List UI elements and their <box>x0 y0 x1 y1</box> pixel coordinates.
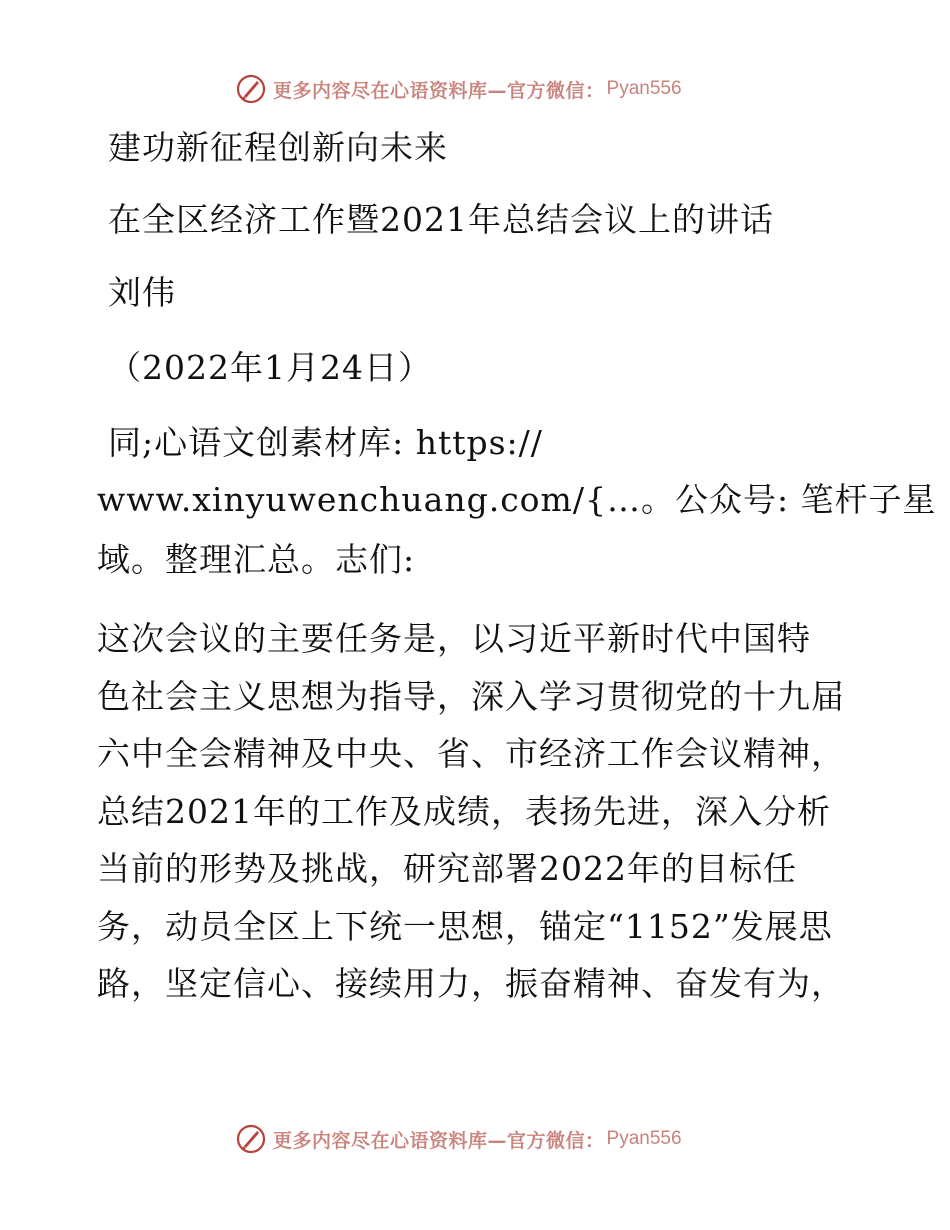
body-line: 路，坚定信心、接续用力，振奋精神、奋发有为， <box>97 964 845 1003</box>
document-title: 建功新征程创新向未来 <box>108 128 448 167</box>
body-line: 色社会主义思想为指导，深入学习贯彻党的十九届 <box>97 676 845 716</box>
banner-wechat-handle: Pyan556 <box>606 1128 682 1149</box>
header-watermark-banner <box>235 72 715 106</box>
body-line: 总结2021年的工作及成绩，表扬先进，深入分析 <box>97 791 831 831</box>
banner-text: 更多内容尽在心语资料库—官方微信： <box>273 79 605 102</box>
document-subtitle: 在全区经济工作暨2021年总结会议上的讲话 <box>108 200 774 239</box>
quill-logo-icon <box>235 73 267 105</box>
banner-text: 更多内容尽在心语资料库—官方微信： <box>273 1129 605 1152</box>
greeting-line: 域。整理汇总。志们: <box>97 540 416 579</box>
footer-watermark-banner <box>235 1122 715 1156</box>
document-date: （2022年1月24日） <box>108 348 432 387</box>
body-line: 这次会议的主要任务是，以习近平新时代中国特 <box>97 619 811 658</box>
body-line: 务，动员全区上下统一思想，锚定“1152”发展思 <box>97 906 833 946</box>
quill-logo-icon <box>235 1123 267 1155</box>
body-paragraph <box>97 610 845 1013</box>
banner-wechat-handle: Pyan556 <box>606 78 682 99</box>
greeting-line: www.xinyuwenchuang.com/{…。公众号: 笔杆子星 <box>97 480 937 519</box>
document-author: 刘伟 <box>108 273 176 312</box>
body-line: 六中全会精神及中央、省、市经济工作会议精神， <box>97 734 845 773</box>
greeting-line: 同;心语文创素材库: https:// <box>108 423 543 462</box>
body-line: 当前的形势及挑战，研究部署2022年的目标任 <box>97 849 797 888</box>
